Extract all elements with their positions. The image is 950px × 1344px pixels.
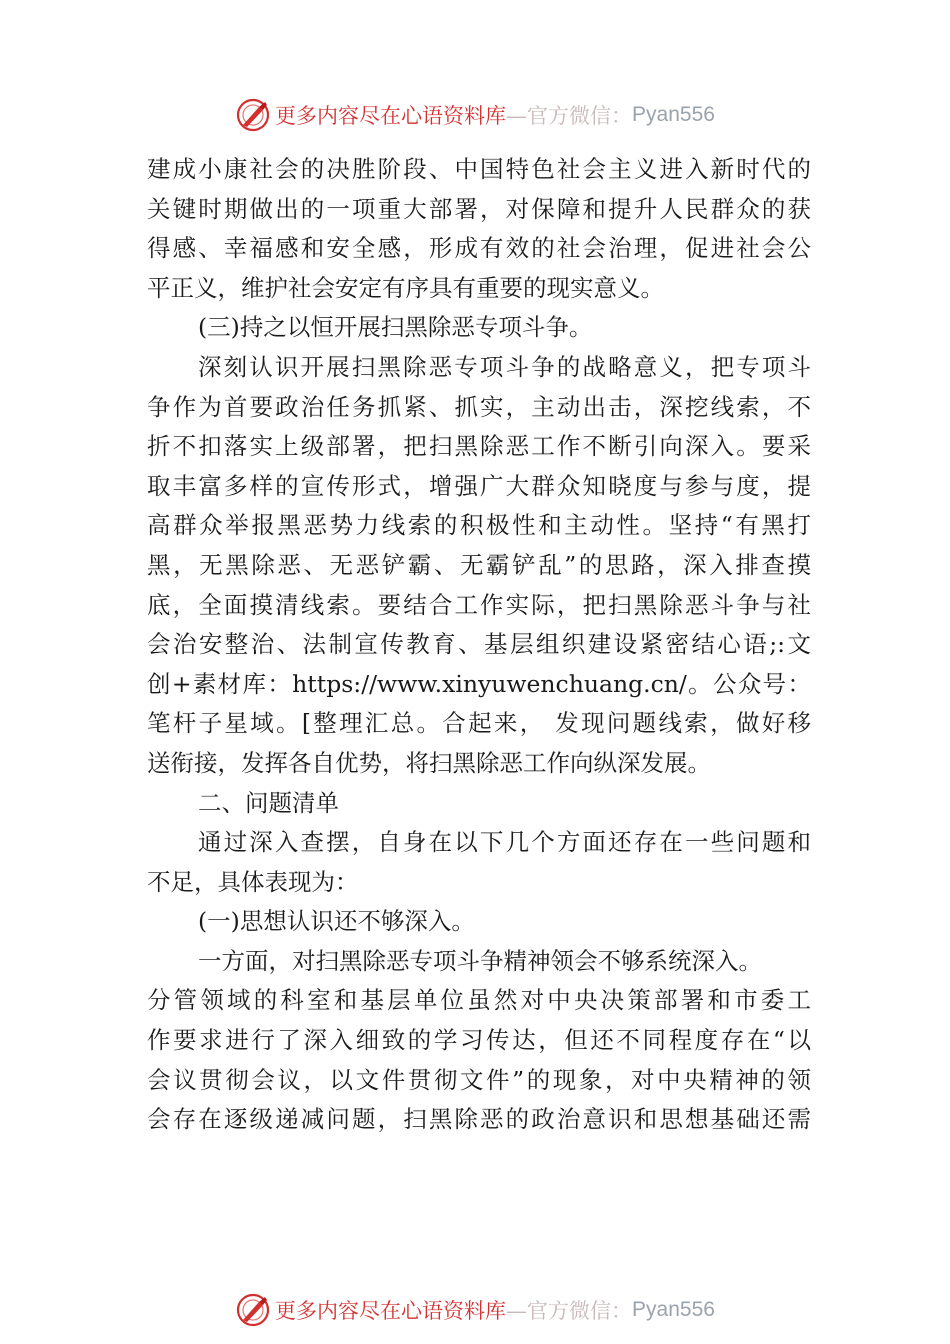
paragraph-line: 高群众举报黑恶势力线索的积极性和主动性。坚持“有黑打 — [147, 511, 811, 540]
paragraph-line: 平正义，维护社会安定有序具有重要的现实意义。 — [147, 273, 664, 302]
paragraph-line: 作要求进行了深入细致的学习传达，但还不同程度存在“以 — [147, 1026, 811, 1055]
pen-circle-logo-icon — [235, 1292, 271, 1328]
paragraph-line: 争作为首要政治任务抓紧、抓实，主动出击，深挖线索，不 — [147, 392, 811, 421]
paragraph-line: 一方面，对扫黑除恶专项斗争精神领会不够系统深入。 — [198, 946, 762, 975]
paragraph-line: 会议贯彻会议，以文件贯彻文件”的现象，对中央精神的领 — [147, 1065, 811, 1094]
watermark-account: Pyan556 — [632, 103, 715, 126]
paragraph-line: 通过深入查摆，自身在以下几个方面还存在一些问题和 — [198, 828, 811, 857]
paragraph-line: 取丰富多样的宣传形式，增强广大群众知晓度与参与度，提 — [147, 471, 811, 500]
paragraph-line: 建成小康社会的决胜阶段、中国特色社会主义进入新时代的 — [147, 155, 811, 183]
document-body — [147, 150, 811, 1140]
paragraph-line: 分管领域的科室和基层单位虽然对中央决策部署和市委工 — [147, 986, 811, 1015]
watermark-text: 更多内容尽在心语资料库 — [275, 1299, 507, 1323]
section-subheading: (三)持之以恒开展扫黑除恶专项斗争。 — [198, 313, 593, 342]
paragraph-line: 得感、幸福感和安全感，形成有效的社会治理，促进社会公 — [147, 234, 811, 263]
watermark-banner-top — [0, 95, 950, 135]
paragraph-line: 创+素材库：https://www.xinyuwenchuang.cn/。公众号： — [147, 669, 811, 698]
paragraph-line: 关键时期做出的一项重大部署，对保障和提升人民群众的获 — [147, 194, 811, 223]
pen-circle-logo-icon — [235, 97, 271, 133]
paragraph-line: 不足，具体表现为： — [147, 867, 359, 896]
paragraph-line: 送衔接，发挥各自优势，将扫黑除恶工作向纵深发展。 — [147, 748, 711, 777]
watermark-suffix: —官方微信： — [506, 1299, 633, 1323]
paragraph-line: 会治安整治、法制宣传教育、基层组织建设紧密结心语;:文 — [147, 630, 811, 659]
paragraph-line: 折不扣落实上级部署，把扫黑除恶工作不断引向深入。要采 — [147, 432, 811, 461]
section-subheading: (一)思想认识还不够深入。 — [198, 907, 475, 936]
paragraph-line: 底，全面摸清线索。要结合工作实际，把扫黑除恶斗争与社 — [147, 590, 811, 619]
watermark-account: Pyan556 — [632, 1298, 715, 1321]
watermark-banner-bottom — [0, 1290, 950, 1330]
watermark-suffix: —官方微信： — [506, 104, 633, 128]
watermark-text: 更多内容尽在心语资料库 — [275, 104, 507, 128]
paragraph-line: 笔杆子星域。[整理汇总。合起来， 发现问题线索，做好移 — [147, 709, 811, 738]
paragraph-line: 深刻认识开展扫黑除恶专项斗争的战略意义，把专项斗 — [198, 352, 811, 381]
paragraph-line: 会存在逐级递减问题，扫黑除恶的政治意识和思想基础还需 — [147, 1105, 811, 1134]
section-heading: 二、问题清单 — [198, 788, 339, 817]
paragraph-line: 黑，无黑除恶、无恶铲霸、无霸铲乱”的思路，深入排查摸 — [147, 550, 811, 579]
